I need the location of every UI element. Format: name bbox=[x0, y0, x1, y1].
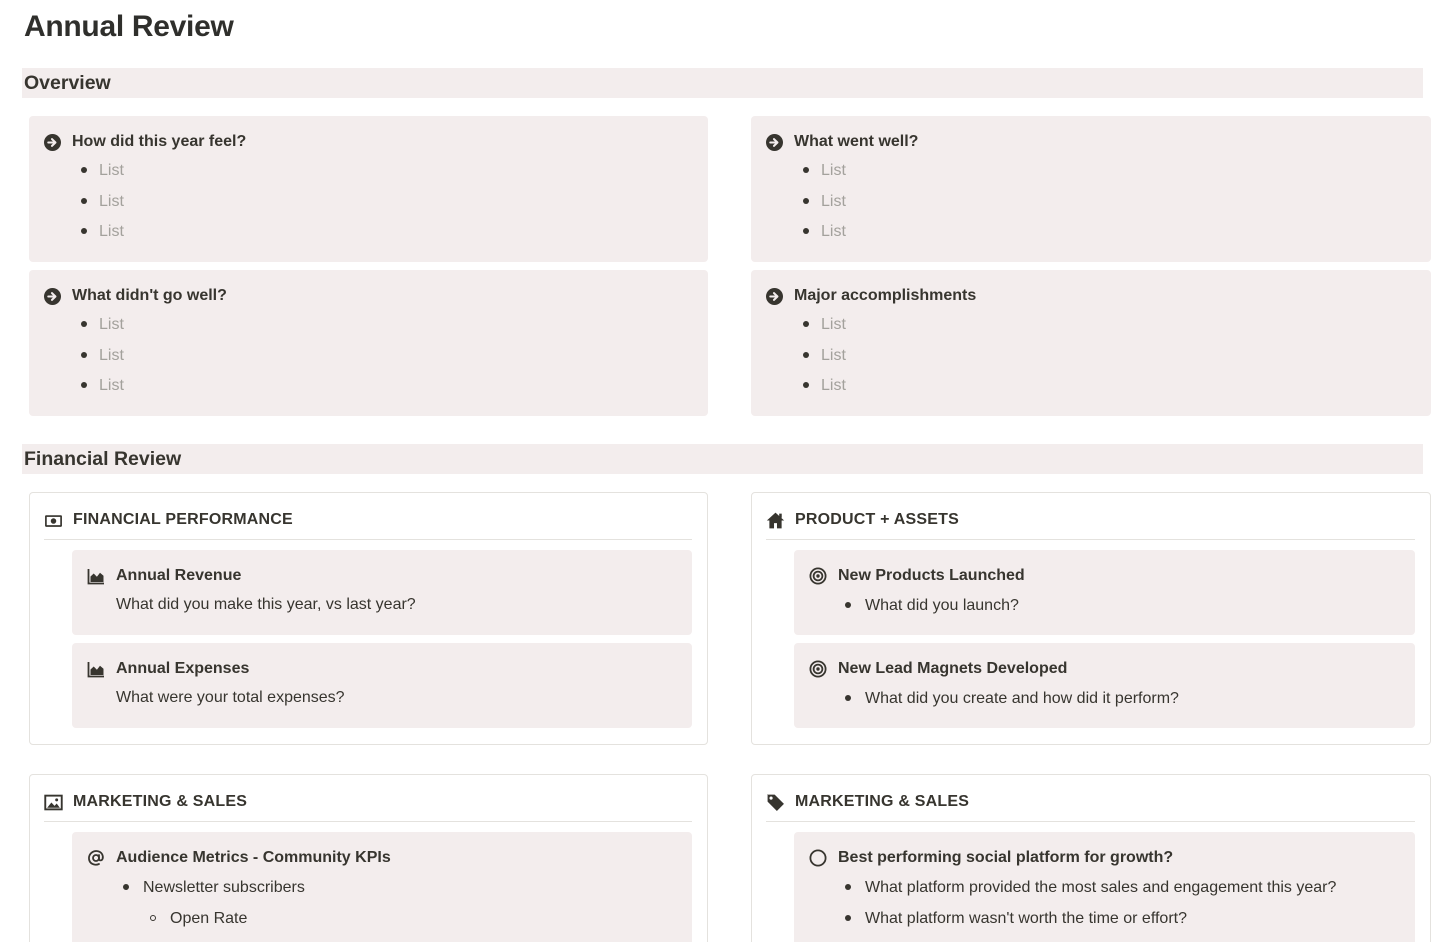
image-icon bbox=[44, 793, 63, 812]
card-label: New Products Launched bbox=[838, 567, 1025, 584]
tag-icon bbox=[766, 793, 785, 812]
callout-label: What didn't go well? bbox=[72, 287, 227, 304]
callout-year-feel bbox=[29, 116, 708, 262]
target-icon bbox=[809, 660, 827, 678]
card-new-products bbox=[794, 550, 1415, 635]
card-annual-expenses bbox=[72, 643, 692, 728]
list-item[interactable]: List bbox=[803, 222, 846, 253]
list-item[interactable]: List bbox=[81, 192, 124, 223]
target-icon bbox=[809, 567, 827, 585]
callout-went-well bbox=[751, 116, 1431, 262]
arrow-circle-right-icon bbox=[766, 134, 783, 151]
financial-performance-box bbox=[29, 492, 708, 745]
list-item[interactable]: What platform wasn't worth the time or effort? bbox=[845, 909, 1336, 940]
card-annual-revenue bbox=[72, 550, 692, 635]
callout-major-accomplishments bbox=[751, 270, 1431, 416]
list-item[interactable]: List bbox=[803, 376, 846, 407]
card-best-social-platform bbox=[794, 832, 1415, 942]
card-label: Annual Expenses bbox=[116, 660, 250, 677]
list-item[interactable]: List bbox=[81, 315, 124, 346]
arrow-circle-right-icon bbox=[44, 288, 61, 305]
marketing-sales-box-right bbox=[751, 774, 1431, 942]
list-item[interactable]: What platform provided the most sales and engagement this year? bbox=[845, 878, 1336, 909]
card-label: New Lead Magnets Developed bbox=[838, 660, 1068, 677]
card-label: Best performing social platform for growth? bbox=[838, 849, 1174, 866]
list-item[interactable]: List bbox=[81, 222, 124, 253]
list-item[interactable]: List bbox=[803, 161, 846, 192]
area-chart-icon bbox=[87, 660, 105, 678]
card-label: Audience Metrics - Community KPIs bbox=[116, 849, 391, 866]
callout-label: How did this year feel? bbox=[72, 133, 247, 150]
callout-label: Major accomplishments bbox=[794, 287, 977, 304]
card-new-lead-magnets bbox=[794, 643, 1415, 728]
callout-label: What went well? bbox=[794, 133, 919, 150]
sub-list-item[interactable]: Open Rate bbox=[150, 909, 305, 940]
circle-icon bbox=[809, 849, 827, 867]
list-item[interactable]: What did you launch? bbox=[845, 596, 1019, 627]
page-title: Annual Review bbox=[24, 10, 234, 43]
list-item[interactable]: List bbox=[81, 346, 124, 377]
overview-heading: Overview bbox=[24, 72, 111, 94]
card-audience-metrics bbox=[72, 832, 692, 942]
product-assets-box bbox=[751, 492, 1431, 745]
area-chart-icon bbox=[87, 567, 105, 585]
money-icon bbox=[44, 511, 63, 530]
list-item[interactable]: List bbox=[803, 192, 846, 223]
box-title: FINANCIAL PERFORMANCE bbox=[73, 511, 293, 528]
arrow-circle-right-icon bbox=[766, 288, 783, 305]
home-icon bbox=[766, 511, 785, 530]
financial-heading: Financial Review bbox=[24, 448, 182, 470]
card-label: Annual Revenue bbox=[116, 567, 242, 584]
marketing-sales-box-left bbox=[29, 774, 708, 942]
card-text[interactable]: What did you make this year, vs last year? bbox=[116, 596, 416, 613]
financial-heading-bar bbox=[22, 444, 1423, 474]
list-item[interactable]: List bbox=[803, 315, 846, 346]
box-title: MARKETING & SALES bbox=[795, 793, 970, 810]
at-sign-icon bbox=[87, 849, 105, 867]
arrow-circle-right-icon bbox=[44, 134, 61, 151]
box-title: MARKETING & SALES bbox=[73, 793, 248, 810]
list-item[interactable]: List bbox=[81, 161, 124, 192]
card-text[interactable]: What were your total expenses? bbox=[116, 689, 345, 706]
callout-didnt-go-well bbox=[29, 270, 708, 416]
list-item[interactable]: List bbox=[81, 376, 124, 407]
box-title: PRODUCT + ASSETS bbox=[795, 511, 959, 528]
list-item[interactable]: List bbox=[803, 346, 846, 377]
list-item[interactable]: Newsletter subscribers bbox=[123, 878, 305, 909]
list-item[interactable]: What did you create and how did it perform? bbox=[845, 689, 1179, 720]
overview-heading-bar bbox=[22, 68, 1423, 98]
